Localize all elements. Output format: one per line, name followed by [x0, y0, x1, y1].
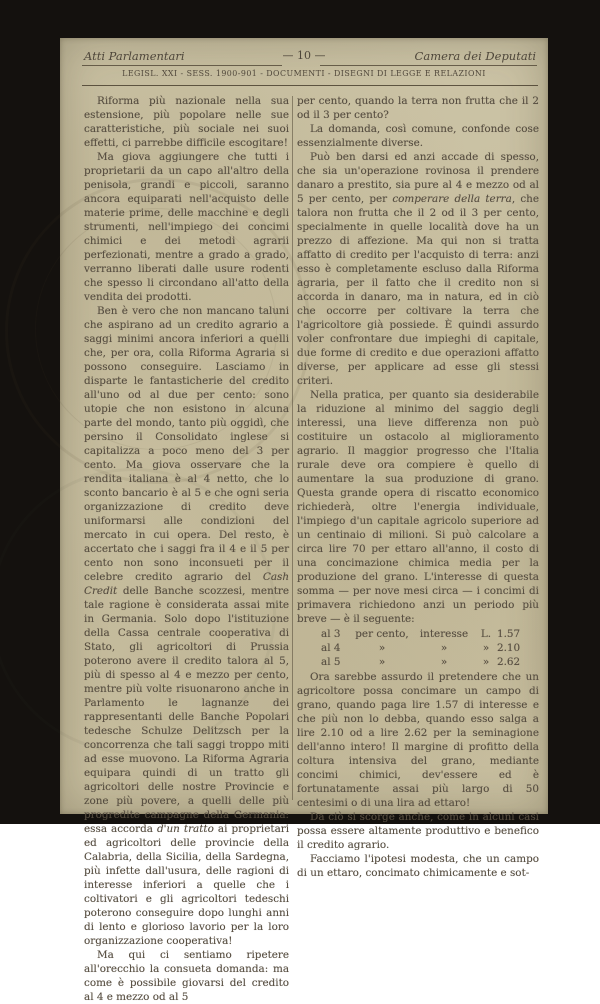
left-column: [84, 94, 289, 810]
text-run: per cento, quando la terra non frutta che il 2 od il 3 per cento?: [297, 95, 539, 121]
text-run: Ma giova aggiungere che tutti i proprietarii da un capo all'altro della penisola, grandi e piccoli, saranno ancora equiparati nell'acquisto delle materie prime, delle macchine e degli strumenti, nell'impiego dei concimi chimici e dei metodi agrarii perfezionati, mentre a grado a grado, verranno liberati dalle usure rodenti che spesso li circondano all'atto della vendita dei prodotti.: [84, 151, 289, 303]
text-run: Può ben darsi ed anzi accade di spesso, che sia un'operazione rovinosa il prendere danaro a prestito, sia pure al 4 e mezzo od al 5 per cento, per: [297, 151, 539, 205]
paragraph: [84, 304, 289, 948]
table-cell: »: [351, 641, 413, 655]
table-cell: »: [475, 641, 497, 655]
table-cell: interesse: [413, 627, 475, 641]
text-run: Nella pratica, per quanto sia desiderabile la riduzione al minimo del saggio degli interessi, una lieve differenza non può costituire un ostacolo al miglioramento agrario. Il maggior progresso che l'Italia rurale deve ora compiere è quello di aumentare la sua produzione di grano. Questa grande opera di riscatto economico richiederà, oltre l'energia individuale, l'impiego d'un capitale agricolo superiore ad un centinaio di milioni. Si può calcolare a circa lire 70 per ettaro all'anno, il costo di una concimazione chimica media per la produzione del grano. L'interesse di questa somma — per nove mesi circa — i concimi di primavera richiedono anzi un periodo più breve — è il seguente:: [297, 389, 539, 625]
paragraph: [297, 94, 539, 122]
table-cell: per cento,: [351, 627, 413, 641]
right-column: [297, 94, 539, 810]
interest-rate-table: [321, 627, 539, 669]
table-cell: 2.10: [497, 641, 539, 655]
header-rule-left: [82, 65, 282, 66]
table-row: [321, 655, 539, 669]
paragraph: [84, 94, 289, 150]
paragraph: [297, 388, 539, 626]
text-run: Ben è vero che non mancano taluni che aspirano ad un credito agrario a saggi minimi ancora inferiori a quelli che, per ora, colla Riforma Agraria si possono conseguire. Lasciamo in disparte le fantasticherie del credito all'uno od al due per cento: sono utopie che non esistono in alcuna parte del mondo, tanto più oggidì, che persino il Consolidato inglese si capitalizza a poco meno del 3 per cento. Ma giova osservare che la rendita italiana è al 4 netto, che lo sconto bancario è al 5 e che ogni seria organizzazione di credito deve uniformarsi alle condizioni del mercato in cui opera. Del resto, è accertato che i saggi fra il 4 e il 5 per cento non sono inconsueti per il celebre credito agrario del: [84, 305, 289, 583]
text-run: Ora sarebbe assurdo il pretendere che un agricoltore possa concimare un campo di grano, quando paga lire 1.57 di interesse e che più non lo debba, quando esso salga a lire 2.10 od a lire 2.62 per la seminagione dell'anno intero! Il margine di profitto della coltura intensiva del grano, mediante concimi chimici, dev'essere ed è fortunatamente assai più largo di 50 centesimi o di una lira ad ettaro!: [297, 671, 539, 809]
italic-text-run: Cash Credit: [84, 571, 289, 597]
table-cell: L.: [475, 627, 497, 641]
header-journal-title: Atti Parlamentari: [84, 49, 185, 63]
text-run: , che talora non frutta che il 2 od il 3 per cento, specialmente in quelle località dove ha un prezzo di affezione. Ma qui non si tratta affatto di credito per l'acquisto di terra: anzi esso è completamente escluso dalla Riforma agraria, per il fatto che il credito non si accorda in danaro, ma in natura, ed in ciò che occorre per coltivare la terra che l'agricoltore già possiede. È quindi assurdo voler confrontare due impieghi di capitale, due forme di credito e due operazioni affatto diverse, per applicare ad esse gli stessi criteri.: [297, 193, 539, 387]
table-cell: »: [351, 655, 413, 669]
document-page: [60, 38, 548, 814]
table-cell: »: [475, 655, 497, 669]
table-cell: 1.57: [497, 627, 539, 641]
text-run: Ma qui ci sentiamo ripetere all'orecchio la consueta domanda: ma come è possibile giovarsi del credito al 4 e mezzo od al 5: [84, 949, 289, 1003]
paragraph: [297, 852, 539, 880]
text-run: Riforma più nazionale nella sua estensione, più popolare nelle sue caratteristiche, più sociale nei suoi effetti, ci parrebbe difficile escogitare!: [84, 95, 289, 149]
text-run: La domanda, così comune, confonde cose essenzialmente diverse.: [297, 123, 539, 149]
right-column-lower-text: [297, 670, 539, 880]
table-cell: 2.62: [497, 655, 539, 669]
table-cell: »: [413, 641, 475, 655]
header-chamber-title: Camera dei Deputati: [415, 49, 536, 63]
header-page-number: — 10 —: [60, 49, 548, 62]
paragraph: [84, 948, 289, 1004]
column-divider-rule: [292, 96, 293, 800]
text-run: ai proprietari ed agricoltori delle provincie della Calabria, della Sicilia, della Sardegna, più infette dall'usura, delle ragioni di interesse inferiori a quelle che i coltivatori e gli agricoltori tedeschi poterono conseguire dopo lunghi anni di lento e glorioso lavorio per la loro organizzazione cooperativa!: [84, 823, 289, 947]
paragraph: [297, 122, 539, 150]
text-run: delle Banche scozzesi, mentre tale ragione è considerata assai mite in Germania. Solo dopo l'istituzione della Cassa centrale cooperativa di Stato, gli agricoltori di Prussia poterono avere il credito talora al 5, più di spesso al 4 e mezzo per cento, mentre più volte risuonarono anche in Parlamento le lagnanze dei rappresentanti delle Banche Popolari tedesche Schulze Delitzsch per la concorrenza che tali saggi troppo miti ad esse muovono. La Riforma Agraria equipara quindi di un tratto gli agricoltori delle nostre Provincie e zone più povere, a quelli delle più progredite campagne della Germania: essa accorda: [84, 585, 289, 835]
paragraph: [84, 150, 289, 304]
table-cell: al 5: [321, 655, 351, 669]
paragraph: [297, 150, 539, 388]
italic-text-run: comperare della terra: [392, 193, 512, 205]
header-rule-full: [82, 85, 538, 86]
text-run: Facciamo l'ipotesi modesta, che un campo di un ettaro, concimato chimicamente e sot-: [297, 853, 539, 879]
right-column-upper-text: [297, 94, 539, 626]
paragraph: [297, 670, 539, 810]
italic-text-run: d'un tratto: [157, 823, 214, 835]
table-cell: al 3: [321, 627, 351, 641]
paragraph: [297, 810, 539, 852]
text-columns: [84, 94, 539, 810]
table-cell: al 4: [321, 641, 351, 655]
header-rule-right: [320, 65, 537, 66]
header-session-line: LEGISL. XXI - SESS. 1900-901 - DOCUMENTI - DISEGNI DI LEGGE E RELAZIONI: [60, 69, 548, 78]
table-row: [321, 641, 539, 655]
table-row: [321, 627, 539, 641]
table-cell: »: [413, 655, 475, 669]
text-run: Da ciò si scorge anche, come in alcuni casi possa essere altamente produttivo e benefico il credito agrario.: [297, 811, 539, 851]
